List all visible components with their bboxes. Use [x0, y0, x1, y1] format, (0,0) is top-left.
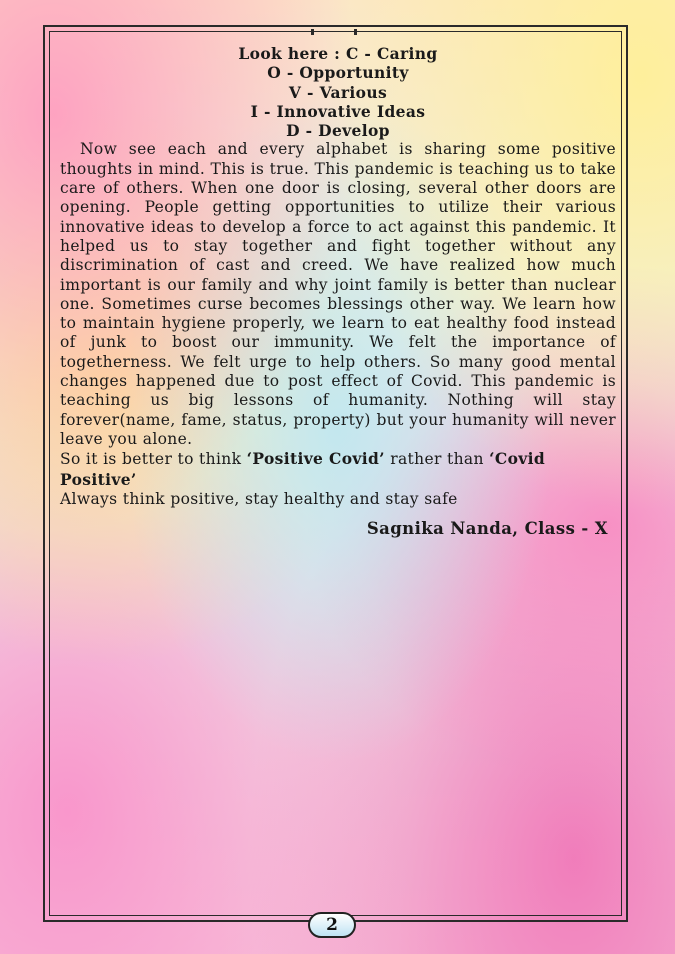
conclusion-term-2: ‘Covid Positive’ [60, 449, 546, 489]
conclusion-prefix: So it is better to think [60, 450, 247, 469]
heading-line-2: O - Opportunity [267, 63, 409, 83]
conclusion-middle: rather than [384, 450, 490, 469]
conclusion-term-1: ‘Positive Covid’ [246, 449, 385, 469]
heading-line-1: Look here : C - Caring [238, 44, 438, 63]
border-tick-right [354, 29, 357, 35]
closing-line: Always think positive, stay healthy and stay safe [60, 489, 458, 508]
conclusion-line [60, 449, 616, 490]
border-tick-left [311, 29, 314, 35]
body-paragraph: Now see each and every alphabet is sharing some positive thoughts in mind. This is true. This pandemic is teaching us to take care of others. When one door is closing, several other doors are opening. People getting opportunities to utilize their various innovative ideas to develop a force to act against this pandemic. It helped us to stay together and fight together without any discrimination of cast and creed. We have realized how much important is our family and why joint family is better than nuclear one. Sometimes curse becomes blessings other way. We learn how to maintain hygiene properly, we learn to eat healthy food instead of junk to boost our immunity. We felt the importance of togetherness. We felt urge to help others. So many good mental changes happened due to post effect of Covid. This pandemic is teaching us big lessons of humanity. Nothing will stay forever(name, fame, status, property) but your humanity will never leave you alone. [60, 140, 616, 448]
heading-line-4: I - Innovative Ideas [250, 101, 426, 121]
heading-line-3: V - Various [288, 82, 388, 102]
heading-line-5: D - Develop [286, 121, 390, 141]
article-content [60, 44, 616, 538]
author-credit: Sagnika Nanda, Class - X [366, 519, 608, 539]
acronym-heading [60, 44, 616, 140]
page-number: 2 [308, 912, 356, 938]
